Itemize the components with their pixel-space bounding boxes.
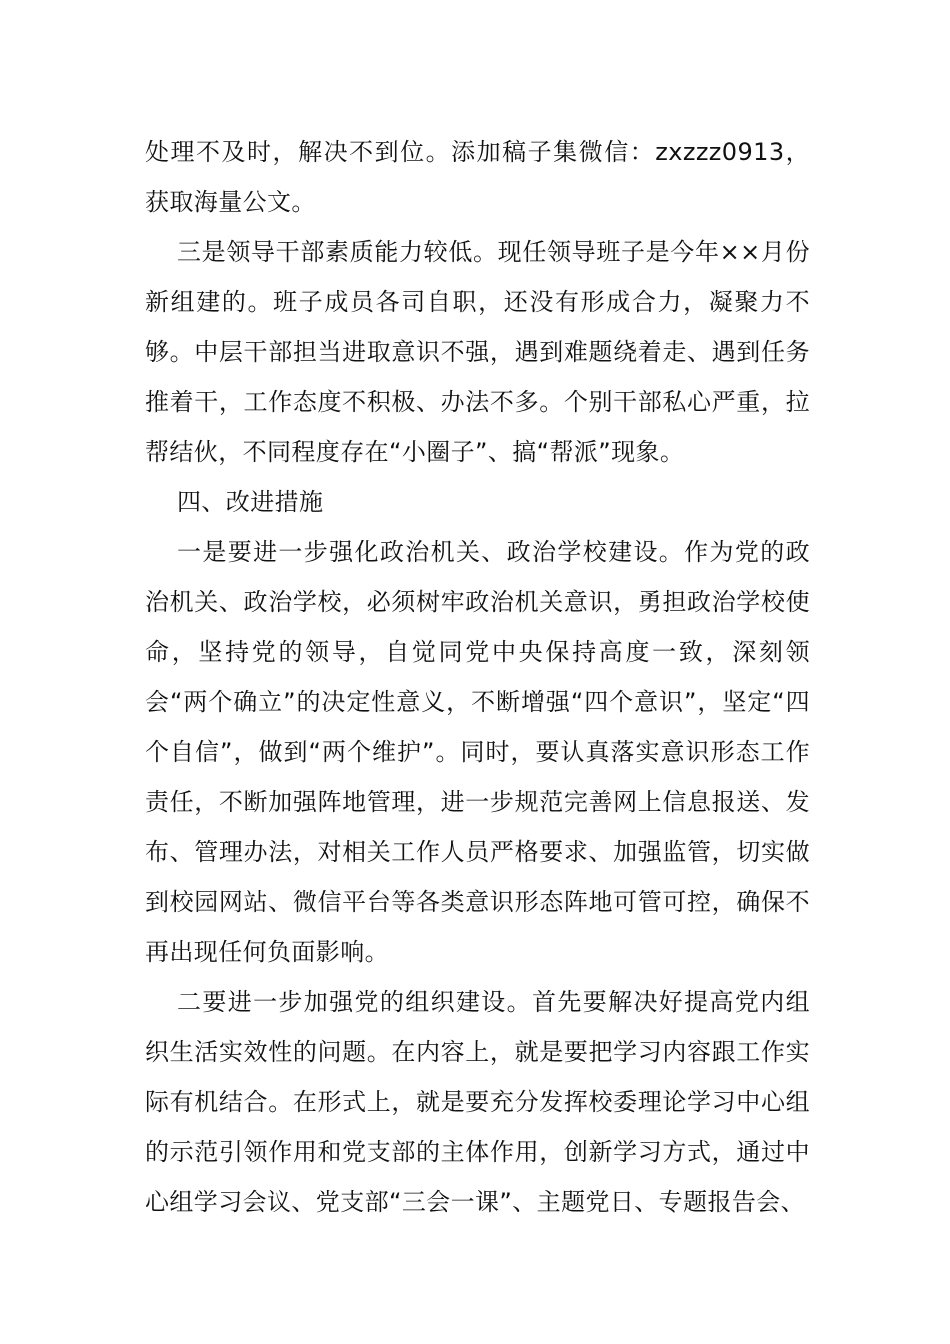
- paragraph-political-construction: 一是要进一步强化政治机关、政治学校建设。作为党的政治机关、政治学校，必须树牢政治机关意识，勇担政治学校使命，坚持党的领导，自觉同党中央保持高度一致，深刻领会“两个确立”的决定性意义，不断增强“四个意识”，坚定“四个自信”，做到“两个维护”。同时，要认真落实意识形态工作责任，不断加强阵地管理，进一步规范完善网上信息报送、发布、管理办法，对相关工作人员严格要求、加强监管，切实做到校园网站、微信平台等各类意识形态阵地可管可控，确保不再出现任何负面影响。: [145, 538, 810, 966]
- document-body: [145, 127, 810, 1227]
- paragraph-organization-construction: 二要进一步加强党的组织建设。首先要解决好提高党内组织生活实效性的问题。在内容上，就是要把学习内容跟工作实际有机结合。在形式上，就是要充分发挥校委理论学习中心组的示范引领作用和党支部的主体作用，创新学习方式，通过中心组学习会议、党支部“三会一课”、主题党日、专题报告会、: [145, 988, 810, 1216]
- paragraph-continuation: 处理不及时，解决不到位。添加稿子集微信：zxzzz0913，获取海量公文。: [145, 138, 810, 216]
- section-heading-improvement-measures: 四、改进措施: [177, 488, 324, 516]
- paragraph-leadership-quality: 三是领导干部素质能力较低。现任领导班子是今年××月份新组建的。班子成员各司自职，还没有形成合力，凝聚力不够。中层干部担当进取意识不强，遇到难题绕着走、遇到任务推着干，工作态度不积极、办法不多。个别干部私心严重，拉帮结伙，不同程度存在“小圈子”、搞“帮派”现象。: [145, 238, 810, 466]
